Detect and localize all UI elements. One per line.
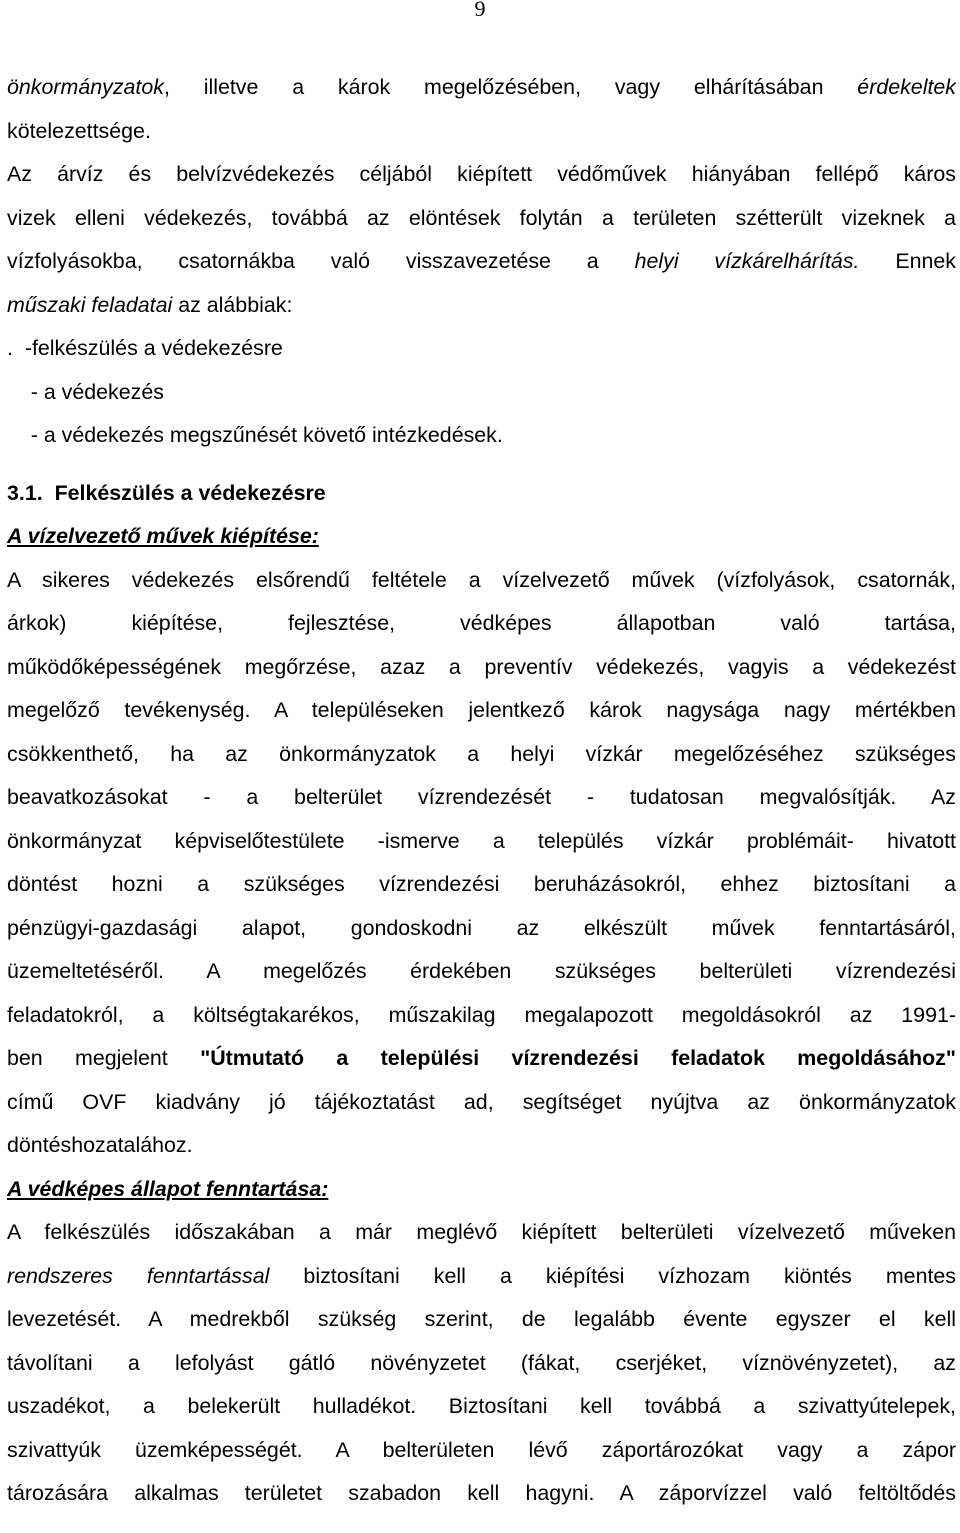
subheading-vedkepes — [7, 1168, 956, 1212]
intro-line-4: vizek elleni védekezés, továbbá az elöntések folytán a területen szétterült vizeknek a — [7, 205, 956, 230]
p1-line: megelőző tevékenység. A településeken jelentkező károk nagysága nagy mértékben — [7, 698, 956, 722]
p1-line: feladatokról, a költségtakarékos, műszakilag megalapozott megoldásokról az 1991- — [7, 1002, 956, 1027]
p2-line: tározására alkalmas területet szabadon kell hagyni. A záporvízzel való feltöltődés — [7, 1481, 956, 1505]
task-list-item: - a védekezés — [7, 379, 164, 404]
intro-line-1 — [7, 66, 956, 110]
p2-line: távolítani a lefolyást gátló növényzetet (fákat, cserjéket, víznövényzetet), az — [7, 1350, 956, 1375]
p1-line: árkok) kiépítése, fejlesztése, védképes állapotban való tartása, — [7, 611, 956, 635]
subheading-vizelvezeto — [7, 515, 956, 559]
intro-line-2: kötelezettsége. — [7, 118, 151, 143]
intro-italic-a: önkormányzatok — [7, 75, 164, 99]
p1-bold-line — [7, 1037, 956, 1081]
intro-line-6-b: az alábbiak: — [172, 292, 293, 317]
p1-bold-line-lead: ben megjelent — [7, 1046, 201, 1070]
intro-text-b: , illetve a károk megelőzésében, vagy elhárításában — [163, 75, 858, 99]
intro-line-5-a: vízfolyásokba, csatornákba való visszavezetése a — [7, 249, 635, 273]
p1-line: üzemeltetéséről. A megelőzés érdekében szükséges belterületi vízrendezési — [7, 959, 956, 983]
intro-italic-c: érdekeltek — [857, 75, 956, 99]
task-list-item: . -felkészülés a védekezésre — [7, 336, 283, 360]
p2-line: levezetését. A medrekből szükség szerint, de legalább évente egyszer el kell — [7, 1307, 956, 1331]
document-body — [7, 66, 956, 1516]
p1-line: önkormányzat képviselőtestülete -ismerve a település vízkár problémáit- hivatott — [7, 828, 956, 853]
section-heading: 3.1. Felkészülés a védekezésre — [7, 480, 326, 505]
p2-italic: rendszeres fenntartással — [7, 1263, 270, 1288]
task-list-item: - a védekezés megszűnését követő intézkedések. — [7, 423, 503, 447]
p2-line: A felkészülés időszakában a már meglévő kiépített belterületi vízelvezető műveken — [7, 1220, 956, 1244]
p1-line: beavatkozásokat - a belterület vízrendezését - tudatosan megvalósítják. Az — [7, 785, 956, 809]
subheading-1-text: A vízelvezető művek kiépítése: — [7, 524, 319, 548]
p1-line: csökkenthető, ha az önkormányzatok a helyi vízkár megelőzéséhez szükséges — [7, 741, 956, 766]
page-number: 9 — [474, 0, 486, 21]
p2-line: uszadékot, a belekerült hulladékot. Biztosítani kell továbbá a szivattyútelepek, — [7, 1394, 956, 1418]
p1-line: pénzügyi-gazdasági alapot, gondoskodni az elkészült művek fenntartásáról, — [7, 915, 956, 940]
p1-line: A sikeres védekezés elsőrendű feltétele a vízelvezető művek (vízfolyások, csatornák, — [7, 567, 956, 592]
publication-title: "Útmutató a települési vízrendezési feladatok megoldásához" — [200, 1046, 956, 1070]
p2-line — [7, 1255, 956, 1299]
p1-line: működőképességének megőrzése, azaz a preventív védekezés, vagyis a védekezést — [7, 654, 956, 679]
p1-line: döntéshozatalához. — [7, 1133, 193, 1157]
intro-line-6-italic: műszaki feladatai — [7, 292, 173, 317]
p2-line: szivattyúk üzemképességét. A belterületen lévő záportározókat vagy a zápor — [7, 1437, 956, 1462]
p1-line: döntést hozni a szükséges vízrendezési beruházásokról, ehhez biztosítani a — [7, 872, 956, 896]
intro-line-5 — [7, 240, 956, 284]
intro-line-3: Az árvíz és belvízvédekezés céljából kiépített védőművek hiányában fellépő káros — [7, 162, 956, 186]
intro-line-5-c: Ennek — [859, 249, 956, 273]
subheading-2-text: A védképes állapot fenntartása: — [7, 1176, 329, 1201]
intro-line-5-italic: helyi vízkárelhárítás. — [634, 249, 860, 273]
p1-line: című OVF kiadvány jó tájékoztatást ad, segítséget nyújtva az önkormányzatok — [7, 1089, 956, 1114]
p2-line-2-rest: biztosítani kell a kiépítési vízhozam kiöntés mentes — [269, 1263, 956, 1288]
intro-line-6 — [7, 284, 956, 328]
